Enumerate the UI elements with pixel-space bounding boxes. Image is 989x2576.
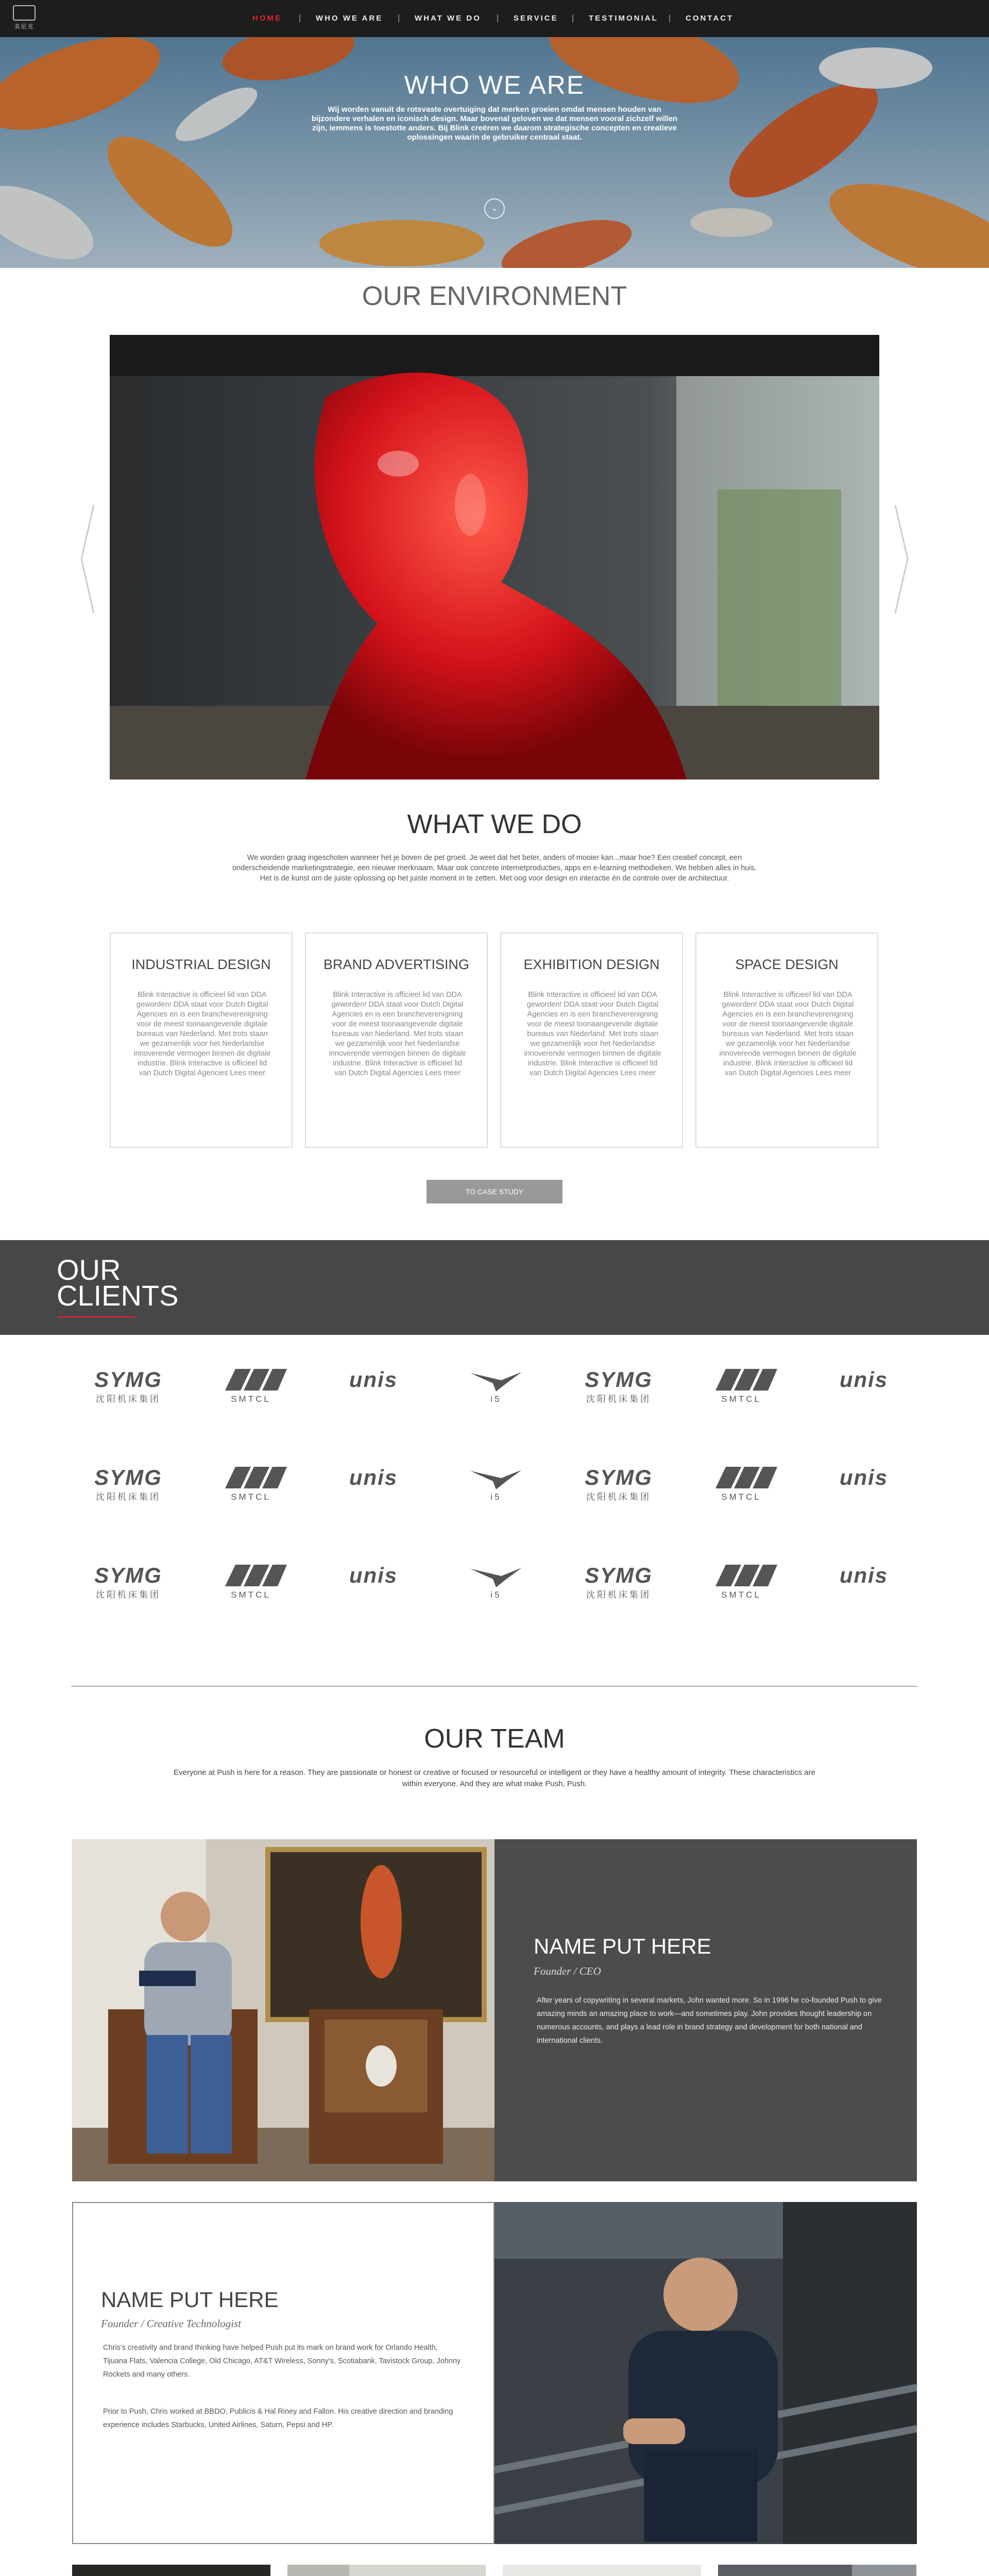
client-logo-subtitle: 沈阳机床集团 <box>586 1492 651 1502</box>
slider-next-chevron-right-icon[interactable] <box>891 500 912 618</box>
client-logo-subtitle: SMTCL <box>721 1492 761 1502</box>
client-logo <box>452 1466 540 1512</box>
client-logo-name: SYMG <box>585 1367 653 1392</box>
logo-text: 美尼克 <box>14 24 35 30</box>
client-logo <box>84 1564 172 1610</box>
client-logo <box>452 1564 540 1610</box>
client-logo-subtitle: 沈阳机床集团 <box>96 1394 161 1404</box>
art-director-portrait-image <box>72 2565 270 2576</box>
client-logo-subtitle: i5 <box>490 1590 502 1600</box>
team-member-name: NAME PUT HERE <box>101 2287 279 2312</box>
service-card-body: Blink Interactive is officieel lid van DDA geworden! DDA staat voor Dutch Digital Agencies en is een brancheverenigning voor de meest toonaangevende digitale bureaus van Nederland. Met trots staan we gezamenlijk voor het Nederlandse innoverende vermogen binnen de digitale industrie. Blink Interactive is officieel lid van Dutch Digital Agencies Lees meer <box>524 991 661 1077</box>
bird-mark-icon <box>465 1368 527 1392</box>
client-logo <box>84 1466 172 1512</box>
team-portrait-image <box>503 2565 701 2576</box>
smtcl-mark-icon <box>705 1466 777 1489</box>
client-logo-subtitle: 沈阳机床集团 <box>586 1394 651 1404</box>
clients-title-line2: CLIENTS <box>57 1279 179 1312</box>
client-logo-subtitle: SMTCL <box>721 1394 761 1404</box>
client-logo <box>697 1564 785 1610</box>
service-card-title: EXHIBITION DESIGN <box>523 957 660 972</box>
smtcl-mark-icon <box>215 1564 287 1587</box>
client-logo-subtitle: SMTCL <box>231 1590 271 1600</box>
client-logo <box>575 1368 662 1414</box>
case-study-button[interactable]: TO CASE STUDY <box>427 1180 562 1204</box>
client-logo <box>84 1368 172 1414</box>
client-logo-name: unis <box>349 1563 398 1587</box>
nav-testimonial[interactable]: TESTIMONIAL <box>589 14 658 23</box>
client-logo-name: unis <box>839 1367 889 1392</box>
nav-what-we-do[interactable]: WHAT WE DO <box>415 14 481 23</box>
team-member-bio-2: Prior to Push, Chris worked at BBDO, Publicis & Hal Riney and Fallon. His creative direction and branding experience includes Starbucks, United Airlines, Saturn, Pepsi and HP. <box>103 2408 453 2429</box>
red-sculpture-image <box>110 335 879 779</box>
nav-contact[interactable]: CONTACT <box>686 14 734 23</box>
what-we-do-description: We worden graag ingeschoten wanneer het je boven de pet groeit. Je weet dat het beter, anders of mooier kan...maar hoe? Een creatief concept, een onderscheidende marketingstrategie, een nieuwe merknaam. Maar ook concrete internetproducties, apps en e-learning methodieken. We hebben alles in huis. Het is de kunst om de juiste oplossing op het juiste moment in te zetten. Met oog voor design en interactie én de controle over de architectuur. <box>232 854 757 883</box>
client-logo-subtitle: 沈阳机床集团 <box>96 1492 161 1502</box>
creative-technologist-portrait-image <box>494 2202 917 2544</box>
team-member-bio: Chris's creativity and brand thinking have helped Push put its mark on brand work for Orlando Health, Tijuana Flats, Valencia College, Old Chicago, AT&T Wireless, Sonny's, Scotiabank, Tavistock Group, Johnny Rockets and many others. <box>103 2344 461 2379</box>
client-logo-subtitle: i5 <box>490 1394 502 1404</box>
client-logo <box>330 1564 417 1610</box>
service-card-title: BRAND ADVERTISING <box>323 957 470 972</box>
team-portrait-image <box>287 2565 486 2576</box>
team-member-photo-creative-technologist <box>494 2202 917 2544</box>
service-card-title: SPACE DESIGN <box>735 957 839 972</box>
client-logo-name: SYMG <box>94 1465 162 1489</box>
hero-title: WHO WE ARE <box>404 71 585 99</box>
client-logo-name: unis <box>349 1465 398 1489</box>
clients-title <box>57 1253 179 1312</box>
service-card-space-design[interactable] <box>695 933 878 1148</box>
hero-description: Wij worden vanuit de rotsvaste overtuiging dat merken groeien omdat mensen houden van bijzondere verhalen en iconisch design. Maar bovenal geloven we dat mensen vooral zichzelf willen zijn, iemmens is toestotte anders. Bij Blink creëren we daarom strategische concepten en creatieve oplossingen waarin de gebruiker centraal staat. <box>311 105 678 142</box>
nav-who-we-are[interactable]: WHO WE ARE <box>316 14 383 23</box>
service-card-exhibition-design[interactable] <box>500 933 683 1148</box>
client-logo <box>330 1368 417 1414</box>
service-card-body: Blink Interactive is officieel lid van DDA geworden! DDA staat voor Dutch Digital Agencies en is een brancheverenigning voor de meest toonaangevende digitale bureaus van Nederland. Met trots staan we gezamenlijk voor het Nederlandse innoverende vermogen binnen de digitale industrie. Blink Interactive is officieel lid van Dutch Digital Agencies Lees meer <box>329 991 466 1077</box>
team-member-role: Founder / Creative Technologist <box>101 2317 242 2330</box>
smtcl-mark-icon <box>705 1368 777 1392</box>
section-divider <box>71 1686 918 1687</box>
team-member-photo <box>287 2565 486 2576</box>
smtcl-mark-icon <box>705 1564 777 1587</box>
nav-separator: | <box>572 14 574 23</box>
client-logo <box>820 1466 908 1512</box>
what-we-do-title: WHAT WE DO <box>407 809 582 839</box>
client-logo-subtitle: 沈阳机床集团 <box>96 1590 161 1600</box>
service-card-body: Blink Interactive is officieel lid van DDA geworden! DDA staat voor Dutch Digital Agencies en is een brancheverenigning voor de meest toonaangevende digitale bureaus van Nederland. Met trots staan we gezamenlijk voor het Nederlandse innoverende vermogen binnen de digitale industrie. Blink Interactive is officieel lid van Dutch Digital Agencies Lees meer <box>719 991 857 1077</box>
client-logo <box>697 1368 785 1414</box>
team-member-bio: After years of copywriting in several markets, John wanted more. So in 1996 he co-founded Push to give amazing minds an amazing place to work—and sometimes play. John provides thought leadership on numerous accounts, and plays a lead role in brand strategy and development for both national and international clients. <box>537 1996 882 2045</box>
client-logo-subtitle: SMTCL <box>231 1394 271 1404</box>
client-logo-name: SYMG <box>94 1563 162 1587</box>
client-logo <box>207 1564 295 1610</box>
environment-title: OUR ENVIRONMENT <box>362 281 627 311</box>
client-logo-subtitle: SMTCL <box>231 1492 271 1502</box>
team-member-info-creative-technologist <box>72 2202 494 2544</box>
clients-title-line1: OUR <box>57 1253 121 1286</box>
service-card-title: INDUSTRIAL DESIGN <box>131 957 271 972</box>
client-logo-name: SYMG <box>94 1367 162 1392</box>
slider-prev-chevron-left-icon[interactable] <box>77 500 98 618</box>
client-logo-subtitle: SMTCL <box>721 1590 761 1600</box>
client-logo <box>820 1564 908 1610</box>
client-logo <box>575 1564 662 1610</box>
bird-mark-icon <box>465 1466 527 1489</box>
team-member-name: NAME PUT HERE <box>534 1934 711 1958</box>
team-member-info-ceo <box>494 1839 917 2181</box>
nav-home[interactable]: HOME <box>252 14 282 23</box>
nav-service[interactable]: SERVICE <box>514 14 558 23</box>
client-logo-subtitle: 沈阳机床集团 <box>586 1590 651 1600</box>
client-logo <box>207 1466 295 1512</box>
client-logo-name: unis <box>839 1563 889 1587</box>
team-member-photo <box>503 2565 701 2576</box>
team-member-photo-ceo <box>72 1839 494 2181</box>
client-logo <box>452 1368 540 1414</box>
client-logo-name: unis <box>839 1465 889 1489</box>
client-logo <box>330 1466 417 1512</box>
service-card-industrial-design[interactable] <box>110 933 293 1148</box>
ceo-portrait-image <box>72 1839 494 2181</box>
logo-mark-icon <box>13 5 36 21</box>
nav-separator: | <box>299 14 301 23</box>
team-portrait-image <box>718 2565 916 2576</box>
environment-slider-image <box>110 335 879 779</box>
top-navbar <box>0 0 989 37</box>
nav-separator: | <box>497 14 499 23</box>
client-logo <box>207 1368 295 1414</box>
team-member-photo <box>718 2565 916 2576</box>
client-logo-name: unis <box>349 1367 398 1392</box>
client-logo <box>697 1466 785 1512</box>
team-title: OUR TEAM <box>424 1724 565 1754</box>
site-logo[interactable] <box>11 5 37 31</box>
clients-title-underline <box>58 1316 135 1318</box>
team-member-role: Founder / CEO <box>534 1965 601 1977</box>
client-logo-subtitle: i5 <box>490 1492 502 1502</box>
smtcl-mark-icon <box>215 1466 287 1489</box>
service-card-body: Blink Interactive is officieel lid van DDA geworden! DDA staat voor Dutch Digital Agencies en is een brancheverenigning voor de meest toonaangevende digitale bureaus van Nederland. Met trots staan we gezamenlijk voor het Nederlandse innoverende vermogen binnen de digitale industrie. Blink Interactive is officieel lid van Dutch Digital Agencies Lees meer <box>133 991 271 1077</box>
nav-separator: | <box>398 14 400 23</box>
client-logo-name: SYMG <box>585 1563 653 1587</box>
service-card-brand-advertising[interactable] <box>305 933 488 1148</box>
smtcl-mark-icon <box>215 1368 287 1392</box>
bird-mark-icon <box>465 1564 527 1587</box>
nav-separator: | <box>669 14 671 23</box>
team-description: Everyone at Push is here for a reason. They are passionate or honest or creative or focused or resourceful or intelligent or they have a healthy amount of integrity. These characteristics are within everyone. And they are what make Push, Push. <box>174 1768 815 1788</box>
chevron-down-circle-icon[interactable]: ⌄ <box>484 198 505 219</box>
client-logo-name: SYMG <box>585 1465 653 1489</box>
client-logo <box>820 1368 908 1414</box>
team-member-photo-art-director <box>72 2565 270 2576</box>
client-logo <box>575 1466 662 1512</box>
